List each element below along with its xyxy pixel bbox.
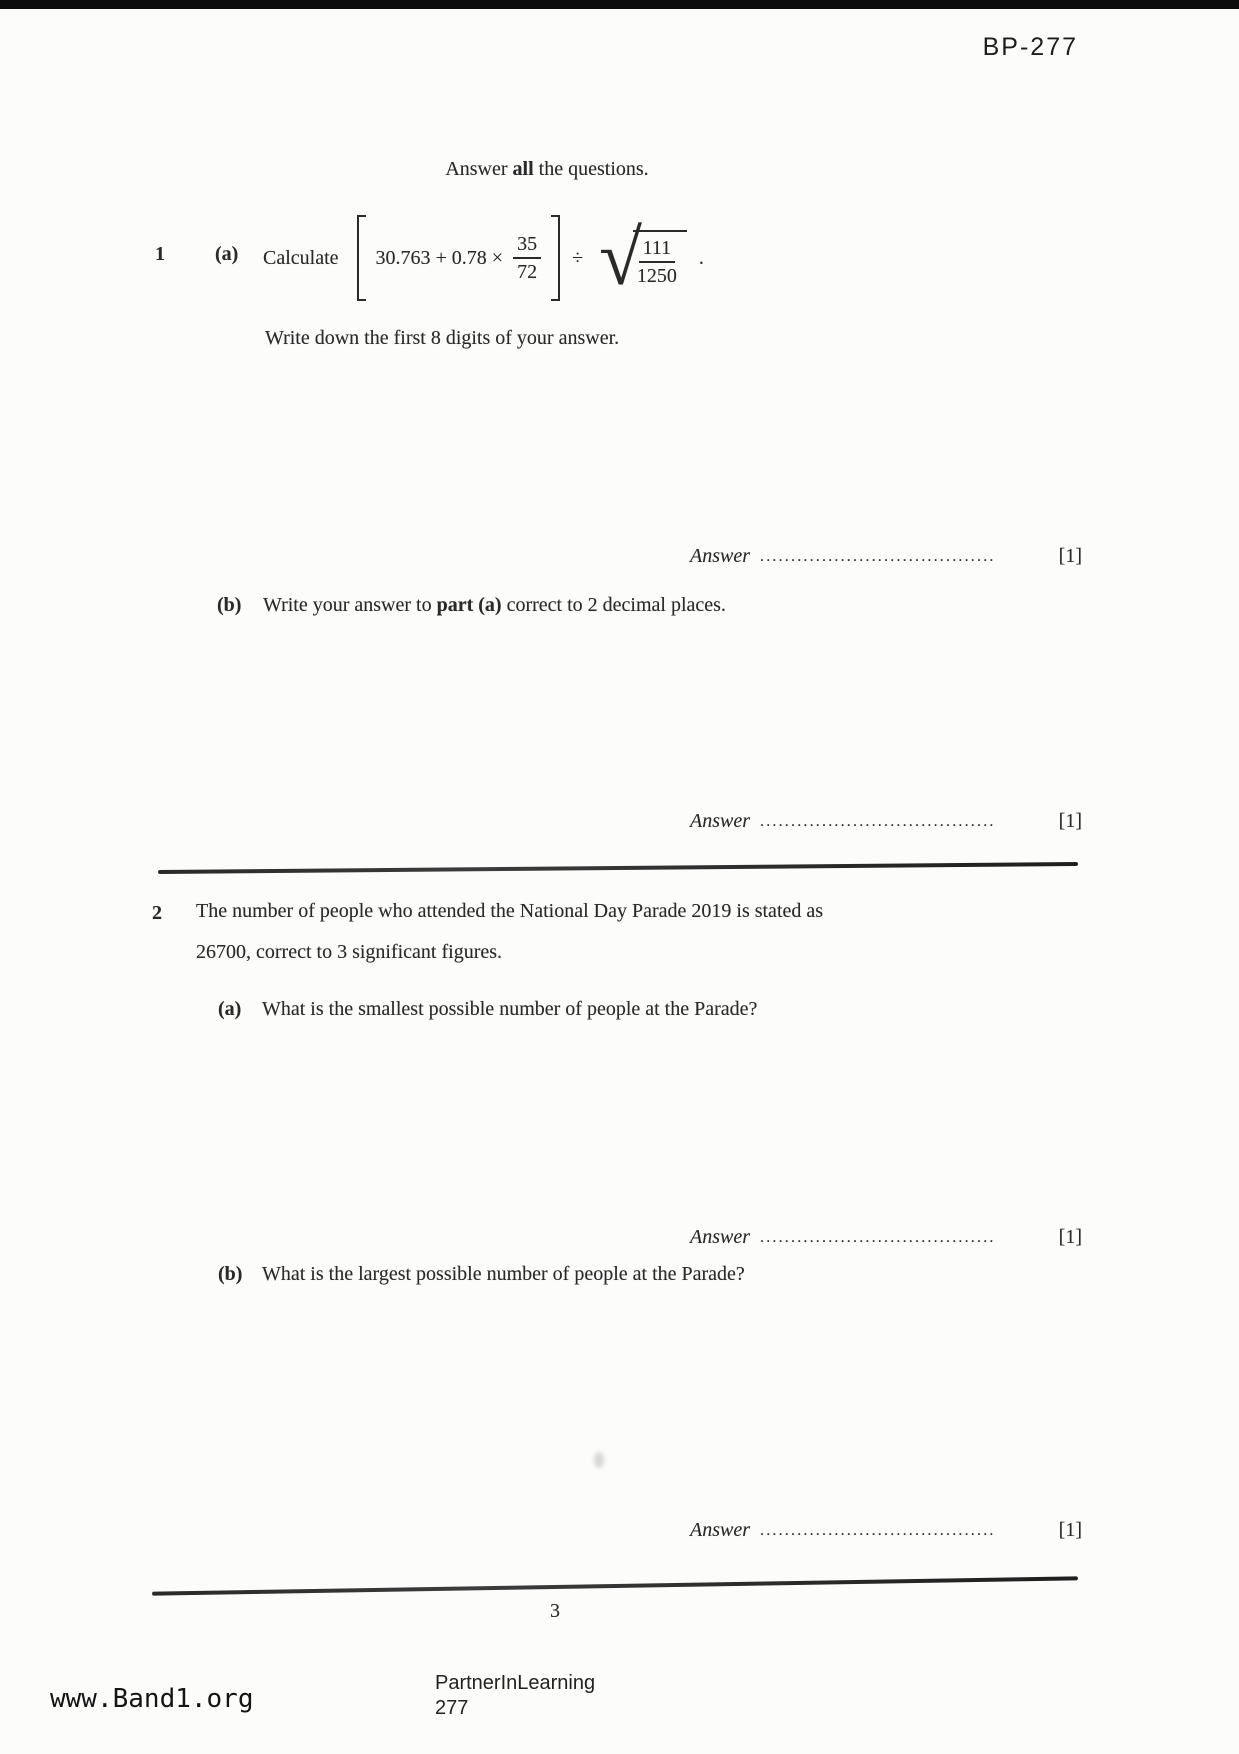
- question-2a-text: What is the smallest possible number of people at the Parade?: [262, 998, 758, 1020]
- question-2-statement-line1: The number of people who attended the National Day Parade 2019 is stated as: [196, 900, 824, 922]
- answer-line-q1b: [690, 810, 1082, 833]
- paper-code: BP-277: [982, 33, 1078, 61]
- left-bracket: [357, 215, 366, 301]
- footer-code: 277: [435, 1697, 469, 1719]
- question-2-statement-line2: 26700, correct to 3 significant figures.: [196, 941, 503, 963]
- answer-dotted-line: ......................................: [760, 1522, 996, 1539]
- marks-badge: [1]: [1058, 1519, 1082, 1541]
- question-1b-text: [263, 594, 726, 617]
- page-number: 3: [550, 1600, 560, 1622]
- question-1a-label: (a): [215, 243, 239, 265]
- scan-smudge: [594, 1452, 604, 1468]
- answer-label: Answer: [690, 1519, 750, 1541]
- q1b-suffix: correct to 2 decimal places.: [501, 594, 726, 616]
- question-1a-formula: [263, 208, 704, 308]
- answer-all-instruction: [0, 158, 1094, 181]
- fraction-35-72: [513, 233, 541, 284]
- answer-label: Answer: [690, 1226, 750, 1248]
- footer-website: www.Band1.org: [50, 1684, 254, 1714]
- marks-badge: [1]: [1058, 810, 1082, 832]
- answer-line-q1a: [690, 545, 1082, 568]
- answer-dotted-line: ......................................: [760, 813, 996, 830]
- question-2b-label: (b): [218, 1263, 243, 1285]
- fraction-denominator: 72: [517, 261, 538, 283]
- fraction-numerator: 111: [639, 237, 676, 263]
- question-1-number: 1: [155, 243, 165, 265]
- fraction-numerator: 35: [513, 233, 541, 259]
- section-divider: [158, 862, 1078, 874]
- answer-dotted-line: ......................................: [760, 1229, 996, 1246]
- divide-sign: ÷: [572, 246, 584, 269]
- answer-label: Answer: [690, 545, 750, 567]
- section-divider: [152, 1576, 1078, 1595]
- question-1b-label: (b): [217, 594, 242, 616]
- radical-sign: √: [599, 214, 640, 301]
- marks-badge: [1]: [1058, 545, 1082, 567]
- fraction-denominator: 1250: [636, 265, 677, 288]
- q1b-bold: part (a): [436, 594, 502, 616]
- answer-line-q2a: [690, 1226, 1082, 1249]
- instruction-prefix: Answer: [445, 158, 513, 180]
- answer-dotted-line: ......................................: [760, 548, 996, 565]
- question-2-number: 2: [152, 902, 162, 924]
- question-2b-text: What is the largest possible number of people at the Parade?: [262, 1263, 745, 1285]
- question-2a-label: (a): [218, 998, 242, 1020]
- scan-edge-top: [0, 0, 1239, 9]
- instruction-bold: all: [512, 158, 534, 180]
- radicand: [633, 230, 687, 288]
- marks-badge: [1]: [1058, 1226, 1082, 1248]
- calculate-word: Calculate: [263, 246, 339, 269]
- answer-line-q2b: [690, 1519, 1082, 1542]
- footer-partner-text: PartnerInLearning: [435, 1672, 596, 1694]
- fraction-111-1250: [637, 237, 677, 288]
- sentence-period: .: [698, 246, 704, 269]
- square-root: [599, 214, 687, 301]
- instruction-suffix: the questions.: [533, 158, 649, 180]
- answer-label: Answer: [690, 810, 750, 832]
- right-bracket: [551, 215, 560, 301]
- question-1a-instruction: Write down the first 8 digits of your answer.: [265, 327, 620, 349]
- q1b-prefix: Write your answer to: [263, 594, 437, 616]
- expression-left: 30.763 + 0.78 ×: [375, 246, 504, 269]
